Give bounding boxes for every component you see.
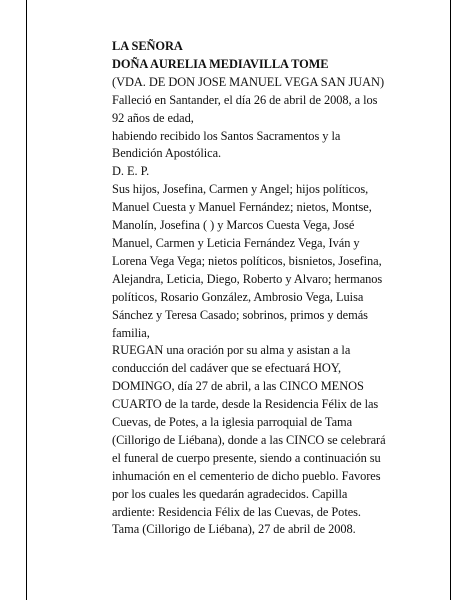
notice-line-blessing: Bendición Apostólica. xyxy=(112,146,222,161)
notice-line-age: 92 años de edad, xyxy=(112,110,194,125)
notice-line-dep: D. E. P. xyxy=(112,164,150,179)
notice-line-request: (Cillorigo de Liébana), donde a las CINCO se celebrará xyxy=(112,432,386,447)
notice-line-request: CUARTO de la tarde, desde la Residencia Félix de las xyxy=(112,397,379,412)
notice-line-family: Sus hijos, Josefina, Carmen y Angel; hijos políticos, xyxy=(112,182,369,197)
notice-line-family: políticos, Rosario González, Ambrosio Vega, Luisa xyxy=(112,289,364,304)
notice-line-chapel: ardiente: Residencia Félix de las Cuevas, de Potes. xyxy=(112,504,361,519)
notice-line-family: Alejandra, Leticia, Diego, Roberto y Alvaro; hermanos xyxy=(112,271,383,286)
right-border-line xyxy=(450,0,451,600)
notice-line-request: conducción del cadáver que se efectuará HOY, xyxy=(112,361,342,376)
notice-line-sacraments: habiendo recibido los Santos Sacramentos y la xyxy=(112,128,341,143)
notice-line-request: RUEGAN una oración por su alma y asistan a la xyxy=(112,343,351,358)
notice-line-request: inhumación en el cementerio de dicho pueblo. Favores xyxy=(112,468,381,483)
notice-line-death: Falleció en Santander, el día 26 de abril de 2008, a los xyxy=(112,92,378,107)
notice-line-request: el funeral de cuerpo presente, siendo a continuación su xyxy=(112,450,381,465)
notice-line-place-date: Tama (Cillorigo de Liébana), 27 de abril de 2008. xyxy=(112,522,356,537)
left-border-line xyxy=(26,0,27,600)
notice-line-request: por los cuales les quedarán agradecidos. Capilla xyxy=(112,486,348,501)
notice-line-family: Manuel Cuesta y Manuel Fernández; nietos, Montse, xyxy=(112,200,372,215)
notice-line-family: Manolín, Josefina ( ) y Marcos Cuesta Vega, José xyxy=(112,218,355,233)
notice-line-family: Manuel, Carmen y Leticia Fernández Vega, Iván y xyxy=(112,235,360,250)
notice-line-widow-of: (VDA. DE DON JOSE MANUEL VEGA SAN JUAN) xyxy=(112,74,385,89)
notice-line-family: familia, xyxy=(112,325,150,340)
notice-line-request: DOMINGO, día 27 de abril, a las CINCO MENOS xyxy=(112,379,364,394)
notice-line-request: Cuevas, de Potes, a la iglesia parroquial de Tama xyxy=(112,415,353,430)
notice-line-family: Lorena Vega Vega; nietos políticos, bisnietos, Josefina, xyxy=(112,253,382,268)
notice-title-line-1: LA SEÑORA xyxy=(112,39,183,53)
obituary-notice xyxy=(112,38,448,539)
notice-line-family: Sánchez y Teresa Casado; sobrinos, primos y demás xyxy=(112,307,368,322)
notice-title-line-2: DOÑA AURELIA MEDIAVILLA TOME xyxy=(112,56,329,71)
